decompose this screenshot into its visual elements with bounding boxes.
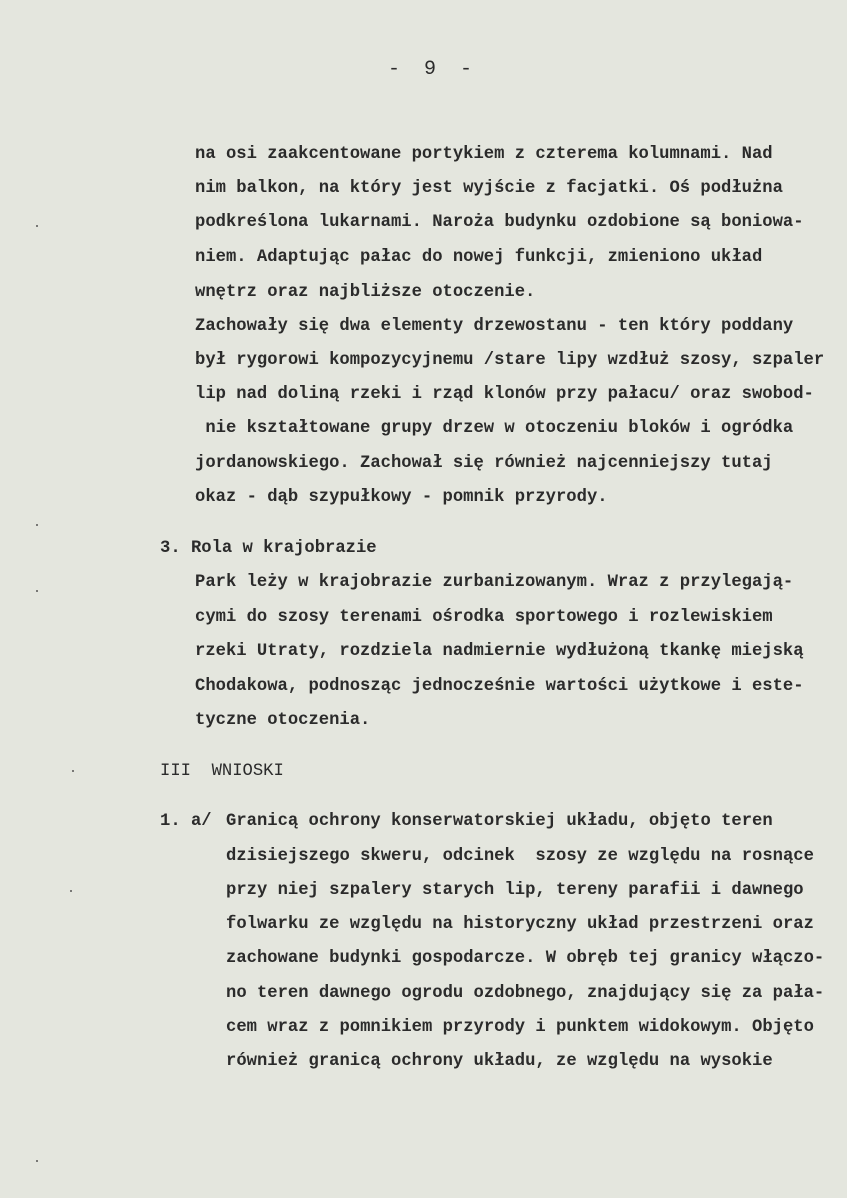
page-number: - 9 - bbox=[388, 58, 473, 81]
text-line: nim balkon, na który jest wyjście z facjatki. Oś podłużna bbox=[195, 179, 783, 198]
text-line: jordanowskiego. Zachował się również najcenniejszy tutaj bbox=[195, 454, 773, 473]
text-line: zachowane budynki gospodarcze. W obręb tej granicy włączo- bbox=[226, 949, 825, 968]
text-line: lip nad doliną rzeki i rząd klonów przy pałacu/ oraz swobod- bbox=[195, 385, 814, 404]
text-line: rzeki Utraty, rozdziela nadmiernie wydłużoną tkankę miejską bbox=[195, 642, 804, 661]
item-label: 1. a/ bbox=[160, 812, 212, 831]
text-line: był rygorowi kompozycyjnemu /stare lipy wzdłuż szosy, szpaler bbox=[195, 351, 825, 370]
scan-speck bbox=[36, 1160, 38, 1162]
text-line: okaz - dąb szypułkowy - pomnik przyrody. bbox=[195, 488, 608, 507]
text-line: dzisiejszego skweru, odcinek szosy ze względu na rosnące bbox=[226, 847, 814, 866]
scan-speck bbox=[36, 590, 38, 592]
text-line: Park leży w krajobrazie zurbanizowanym. Wraz z przylegają- bbox=[195, 573, 794, 592]
text-line: niem. Adaptując pałac do nowej funkcji, zmieniono układ bbox=[195, 248, 763, 267]
section-heading: 3. Rola w krajobrazie bbox=[160, 539, 377, 558]
text-line: Zachowały się dwa elementy drzewostanu - ten który poddany bbox=[195, 317, 794, 336]
scan-speck bbox=[72, 770, 74, 772]
text-line: cem wraz z pomnikiem przyrody i punktem widokowym. Objęto bbox=[226, 1018, 814, 1037]
text-line: cymi do szosy terenami ośrodka sportowego i rozlewiskiem bbox=[195, 608, 773, 627]
text-line: no teren dawnego ogrodu ozdobnego, znajdujący się za pała- bbox=[226, 984, 825, 1003]
text-line: wnętrz oraz najbliższe otoczenie. bbox=[195, 283, 536, 302]
text-line: nie kształtowane grupy drzew w otoczeniu bloków i ogródka bbox=[195, 419, 794, 438]
text-line: folwarku ze względu na historyczny układ przestrzeni oraz bbox=[226, 915, 814, 934]
text-line: również granicą ochrony układu, ze względu na wysokie bbox=[226, 1052, 773, 1071]
text-line: tyczne otoczenia. bbox=[195, 711, 371, 730]
text-line: Granicą ochrony konserwatorskiej układu, objęto teren bbox=[226, 812, 773, 831]
text-line: Chodakowa, podnosząc jednocześnie wartości użytkowe i este- bbox=[195, 677, 804, 696]
section-heading: III WNIOSKI bbox=[160, 762, 284, 781]
text-line: przy niej szpalery starych lip, tereny parafii i dawnego bbox=[226, 881, 804, 900]
text-line: na osi zaakcentowane portykiem z czterema kolumnami. Nad bbox=[195, 145, 773, 164]
scan-speck bbox=[70, 890, 72, 892]
scan-speck bbox=[36, 225, 38, 227]
scan-speck bbox=[36, 524, 38, 526]
text-line: podkreślona lukarnami. Naroża budynku ozdobione są boniowa- bbox=[195, 213, 804, 232]
